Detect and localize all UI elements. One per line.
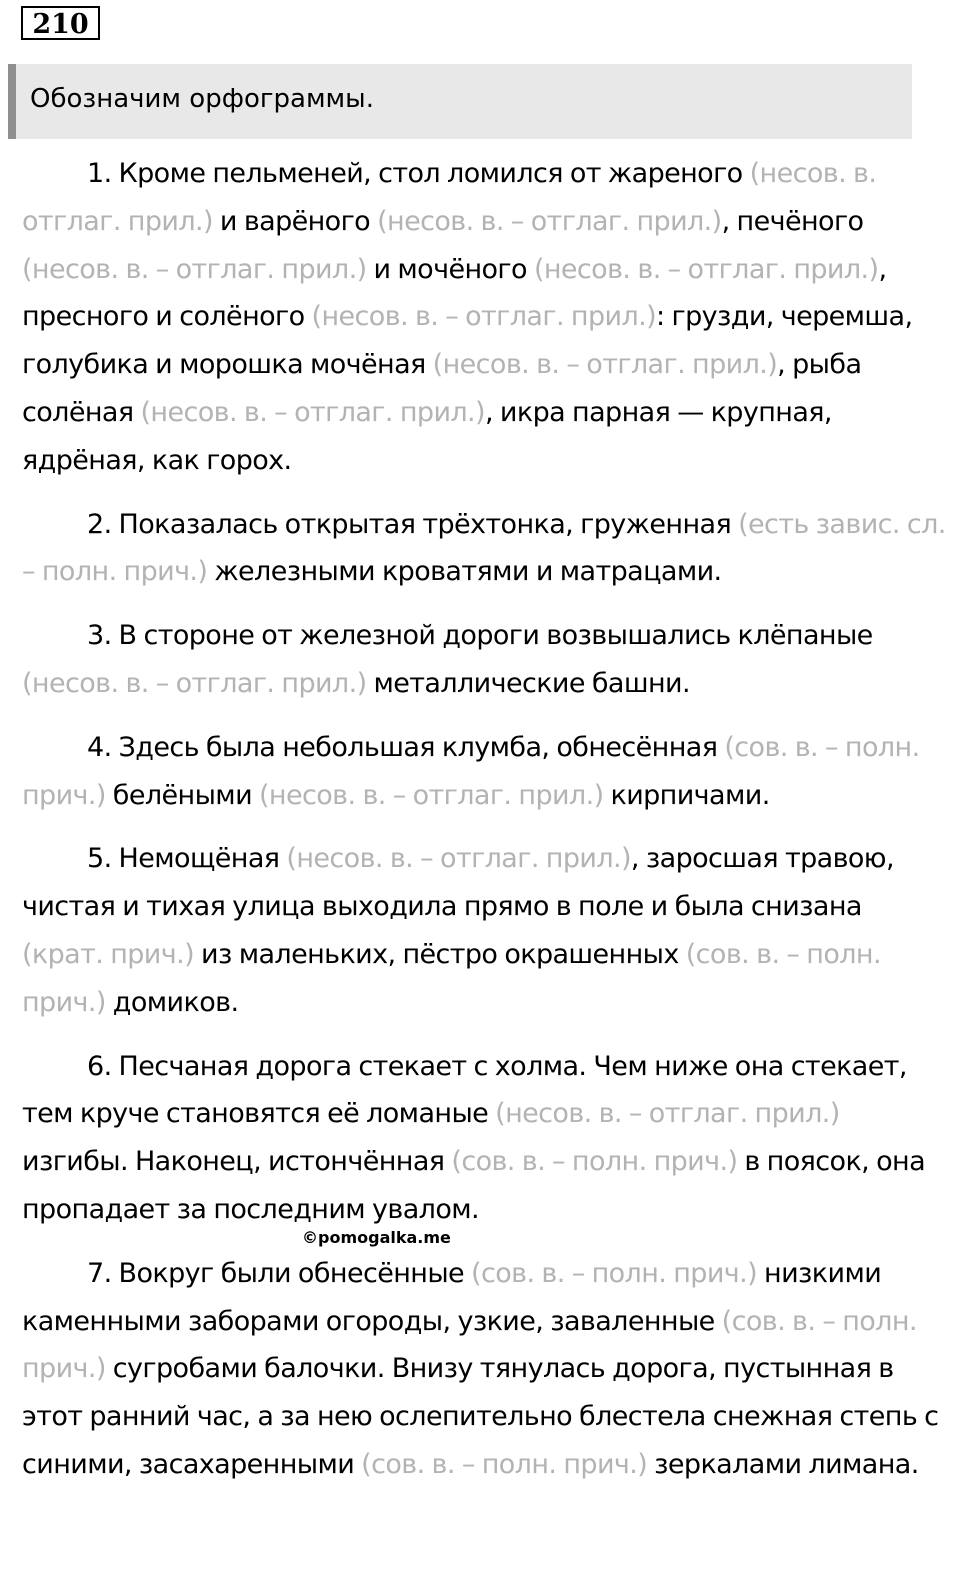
exercise-number: 210 (21, 6, 100, 40)
grammar-note: (несов. в. – отглаг. прил.) (286, 843, 631, 875)
sentence-text: изгибы. Наконец, истончённая (22, 1146, 452, 1178)
sentence-paragraph (22, 612, 950, 708)
sentence-text: из маленьких, пёстро окрашенных (194, 938, 686, 970)
sentence-text: 7. Вокруг были обнесённые (87, 1257, 472, 1289)
answer-text (22, 150, 950, 1505)
grammar-note: (сов. в. – полн. прич.) (22, 731, 920, 811)
grammar-note: (несов. в. – отглаг. прил.) (22, 667, 367, 699)
grammar-note: (несов. в. отглаг. прил.) (22, 158, 877, 237)
grammar-note: (сов. в. – полн. прич.) (471, 1257, 758, 1289)
sentence-text: , икра парная — крупная, ядрёная, как горох. (22, 396, 832, 476)
grammar-note: (сов. в. – полн. прич.) (361, 1448, 648, 1480)
sentence-text: , печёного (721, 205, 864, 237)
sentence-text: , рыба солёная (22, 349, 862, 428)
sentence-text: и варёного (212, 205, 378, 237)
grammar-note: (сов. в. – полн. прич.) (451, 1146, 738, 1178)
sentence-text: : грузди, черемша, голубика и морошка мочёная (22, 301, 913, 381)
sentence-text: зеркалами лимана. (647, 1448, 919, 1480)
header-bar (8, 64, 912, 139)
sentence-text: и мочёного (366, 253, 534, 285)
grammar-note: (несов. в. – отглаг. прил.) (377, 205, 722, 237)
grammar-note: (несов. в. – отглаг. прил.) (533, 253, 879, 285)
grammar-note: (несов. в. – отглаг. прил.) (259, 779, 604, 811)
sentence-text: 1. Кроме пельменей, стол ломился от жареного (87, 158, 750, 189)
watermark: ©pomogalka.me (302, 1228, 451, 1247)
grammar-note: (сов. в. – полн. прич.) (22, 1305, 917, 1385)
sentence-text: низкими каменными заборами огороды, узкие, заваленные (22, 1257, 882, 1337)
grammar-note: (сов. в. – полн. прич.) (22, 938, 881, 1018)
grammar-note: (несов. в. – отглаг. прил.) (495, 1098, 840, 1130)
sentence-paragraph (22, 1043, 950, 1234)
sentence-paragraph (22, 835, 950, 1026)
grammar-note: (есть завис. сл. – полн. прич.) (22, 508, 946, 588)
sentence-text: 4. Здесь была небольшая клумба, обнесённая (87, 731, 725, 763)
sentence-text: 2. Показалась открытая трёхтонка, груженная (87, 508, 739, 540)
grammar-note: (несов. в. – отглаг. прил.) (140, 396, 485, 428)
sentence-paragraph (22, 150, 950, 485)
sentence-text: 3. В стороне от железной дороги возвышались клёпаные (87, 620, 873, 652)
sentence-text: , пресного и солёного (22, 253, 887, 333)
sentence-text: железными кроватями и матрацами. (207, 556, 722, 588)
sentence-text: 5. Немощёная (87, 843, 287, 875)
sentence-text: 6. Песчаная дорога стекает с холма. Чем ниже она стекает, тем круче становятся её ломаные (22, 1050, 907, 1130)
sentence-paragraph (22, 724, 950, 820)
grammar-note: (крат. прич.) (22, 938, 195, 970)
sentence-text: белёными (105, 779, 259, 811)
sentence-text: домиков. (105, 986, 239, 1018)
sentence-text: металлические башни. (366, 667, 690, 699)
sentence-paragraph (22, 1250, 950, 1489)
grammar-note: (несов. в. – отглаг. прил.) (432, 349, 778, 381)
sentence-text: сугробами балочки. Внизу тянулась дорога, пустынная в этот ранний час, а за нею ослепительно блестела снежная степь с синими, засахаренными (22, 1353, 939, 1480)
sentence-paragraph (22, 501, 950, 597)
sentence-text: в поясок, она пропадает за последним увалом. (22, 1146, 926, 1225)
sentence-text: кирпичами. (603, 779, 770, 811)
header-title: Обозначим орфограммы. (30, 84, 374, 114)
grammar-note: (несов. в. – отглаг. прил.) (22, 253, 367, 285)
sentence-text: , заросшая травою, чистая и тихая улица выходила прямо в поле и была снизана (22, 843, 894, 923)
grammar-note: (несов. в. – отглаг. прил.) (311, 301, 657, 333)
